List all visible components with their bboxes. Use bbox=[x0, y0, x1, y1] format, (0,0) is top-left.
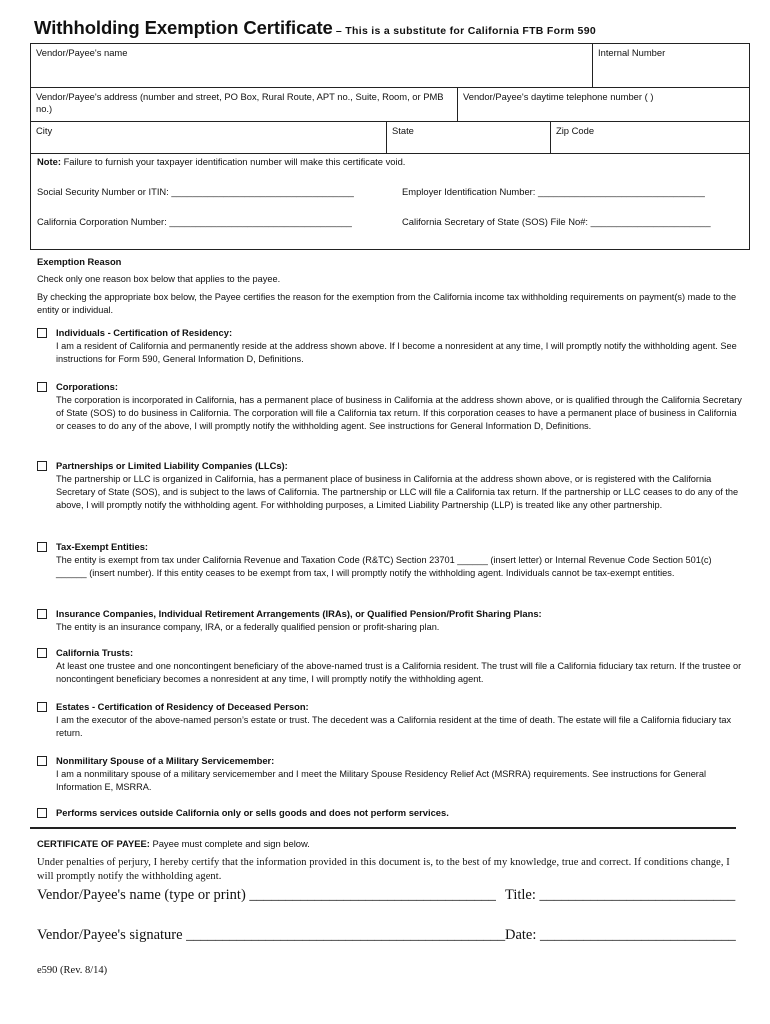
city-field[interactable] bbox=[31, 122, 386, 153]
individuals-checkbox[interactable] bbox=[37, 328, 47, 338]
exemption-instruction: Check only one reason box below that applies to the payee. bbox=[37, 274, 281, 284]
payee-info-grid bbox=[30, 43, 750, 154]
certificate-heading bbox=[37, 838, 310, 849]
option-title: Nonmilitary Spouse of a Military Servicemember: bbox=[56, 755, 275, 766]
note-bold: Note: bbox=[37, 156, 61, 167]
state-label: State bbox=[392, 125, 414, 136]
option-title: Insurance Companies, Individual Retirement Arrangements (IRAs), or Qualified Pension/Profit Sharing Plans: bbox=[56, 608, 542, 619]
option-body: The entity is exempt from tax under California Revenue and Taxation Code (R&TC) Section 23701 ______ (insert letter) or Internal Revenue Code Section 501(c) ______ (insert number). If this entity ceases to be exempt from tax, I will promptly notify the withholding agent. Individuals cannot be tax-exempt entities. bbox=[56, 554, 712, 578]
option-body: I am a resident of California and permanently reside at the address shown above. If I become a nonresident at any time, I will promptly notify the withholding agent. See instructions for Form 590, General Information D, Definitions. bbox=[56, 340, 737, 364]
option-title: Tax-Exempt Entities: bbox=[56, 541, 149, 552]
option-body: The partnership or LLC is organized in California, has a permanent place of business in California at the address shown above, or is registered with the California Secretary of State (SOS), and is subject to the laws of California. The partnership or LLC will file a California tax return. If the partnership or LLC ceases to do any of the above, I will promptly notify the withholding agent. For withholding purposes, a Limited Liability Partnership (LLP) is treated like any other partnership. bbox=[56, 473, 739, 511]
internal-number-field[interactable] bbox=[593, 44, 749, 87]
corporations-checkbox[interactable] bbox=[37, 382, 47, 392]
exemption-intro: By checking the appropriate box below, the Payee certifies the reason for the exemption from the California income tax withholding requirements on payment(s) made to the entity or individual. bbox=[37, 292, 737, 315]
option-california-trusts bbox=[37, 647, 743, 686]
option-services-outside-ca bbox=[37, 807, 743, 820]
section-divider bbox=[30, 827, 736, 829]
address-label: Vendor/Payee's address (number and street, PO Box, Rural Route, APT no., Suite, Room, or PMB no.) bbox=[36, 91, 444, 114]
option-individuals bbox=[37, 327, 743, 366]
option-body: The corporation is incorporated in California, has a permanent place of business in California at the address shown above, or is qualified through the California Secretary of State (SOS) to do business in California. The corporation will file a California tax return. If this corporation ceases to have a permanent place of business in California or ceases to do any of the above, I will promptly notify the withholding agent. See instructions for General Information D, Definitions. bbox=[56, 394, 742, 432]
ssn-itin-field[interactable]: Social Security Number or ITIN: ___________________________________ bbox=[37, 186, 354, 197]
option-title: Performs services outside California only or sells goods and does not perform services. bbox=[56, 807, 449, 818]
city-label: City bbox=[36, 125, 53, 136]
option-body: At least one trustee and one noncontingent beneficiary of the above-named trust is a California resident. The trust will file a California fiduciary tax return. If the trustee or noncontingent beneficiary becomes a nonresident at any time, I will promptly notify the withholding agent. bbox=[56, 660, 742, 684]
note-text: Failure to furnish your taxpayer identification number will make this certificate void. bbox=[60, 156, 406, 167]
phone-label: Vendor/Payee's daytime telephone number ( ) bbox=[463, 91, 654, 102]
form-title-sub: – This is a substitute for California FTB Form 590 bbox=[332, 25, 596, 37]
option-body: I am the executor of the above-named person’s estate or trust. The decedent was a California resident at the time of death. The estate will file a California fiduciary tax return. bbox=[56, 714, 732, 738]
ca-corporation-number-field[interactable]: California Corporation Number: ___________________________________ bbox=[37, 216, 352, 227]
military-spouse-checkbox[interactable] bbox=[37, 756, 47, 766]
vendor-name-label: Vendor/Payee's name bbox=[36, 47, 128, 58]
vendor-name-field[interactable] bbox=[31, 44, 592, 87]
payee-name-line[interactable]: Vendor/Payee's name (type or print) __________________________________ bbox=[37, 887, 496, 903]
option-corporations bbox=[37, 381, 743, 433]
option-body: The entity is an insurance company, IRA, or a federally qualified pension or profit-sharing plan. bbox=[56, 621, 440, 632]
exemption-heading: Exemption Reason bbox=[37, 256, 122, 267]
zip-field[interactable] bbox=[551, 122, 749, 153]
taxpayer-id-box bbox=[30, 154, 750, 250]
option-title: Estates - Certification of Residency of Deceased Person: bbox=[56, 701, 309, 712]
option-title: Corporations: bbox=[56, 381, 118, 392]
perjury-declaration: Under penalties of perjury, I hereby certify that the information provided in this document is, to the best of my knowledge, true and correct. If conditions change, I will promptly notify the withholding agent. bbox=[37, 857, 730, 882]
internal-number-label: Internal Number bbox=[598, 47, 666, 58]
ein-field[interactable]: Employer Identification Number: ________________________________ bbox=[402, 186, 705, 197]
form-title-main: Withholding Exemption Certificate bbox=[34, 17, 333, 38]
option-title: California Trusts: bbox=[56, 647, 134, 658]
option-insurance-ira-pension bbox=[37, 608, 743, 634]
option-military-spouse bbox=[37, 755, 743, 794]
services-outside-checkbox[interactable] bbox=[37, 808, 47, 818]
signature-date-line[interactable]: Date: ___________________________ bbox=[505, 927, 736, 943]
option-tax-exempt bbox=[37, 541, 743, 580]
partnerships-checkbox[interactable] bbox=[37, 461, 47, 471]
option-body: I am a nonmilitary spouse of a military servicemember and I meet the Military Spouse Residency Relief Act (MSRRA) requirements. See instructions for General Information E, MSRRA. bbox=[56, 768, 707, 792]
estates-checkbox[interactable] bbox=[37, 702, 47, 712]
insurance-checkbox[interactable] bbox=[37, 609, 47, 619]
state-field[interactable] bbox=[387, 122, 550, 153]
address-field[interactable] bbox=[31, 88, 457, 121]
payee-title-line[interactable]: Title: ___________________________ bbox=[505, 887, 736, 903]
option-title: Individuals - Certification of Residency: bbox=[56, 327, 233, 338]
certificate-heading-text: Payee must complete and sign below. bbox=[149, 838, 310, 849]
certificate-heading-bold: CERTIFICATE OF PAYEE: bbox=[37, 838, 150, 849]
tax-exempt-checkbox[interactable] bbox=[37, 542, 47, 552]
trusts-checkbox[interactable] bbox=[37, 648, 47, 658]
option-title: Partnerships or Limited Liability Companies (LLCs): bbox=[56, 460, 288, 471]
option-estates bbox=[37, 701, 743, 740]
form-title bbox=[34, 17, 596, 39]
form-revision: e590 (Rev. 8/14) bbox=[37, 965, 108, 976]
sos-file-number-field[interactable]: California Secretary of State (SOS) File No#: _______________________ bbox=[402, 216, 711, 227]
payee-signature-line[interactable]: Vendor/Payee's signature ____________________________________________ bbox=[37, 927, 506, 943]
option-partnerships-llcs bbox=[37, 460, 743, 512]
zip-label: Zip Code bbox=[556, 125, 595, 136]
phone-field[interactable] bbox=[458, 88, 749, 121]
note bbox=[37, 156, 405, 169]
